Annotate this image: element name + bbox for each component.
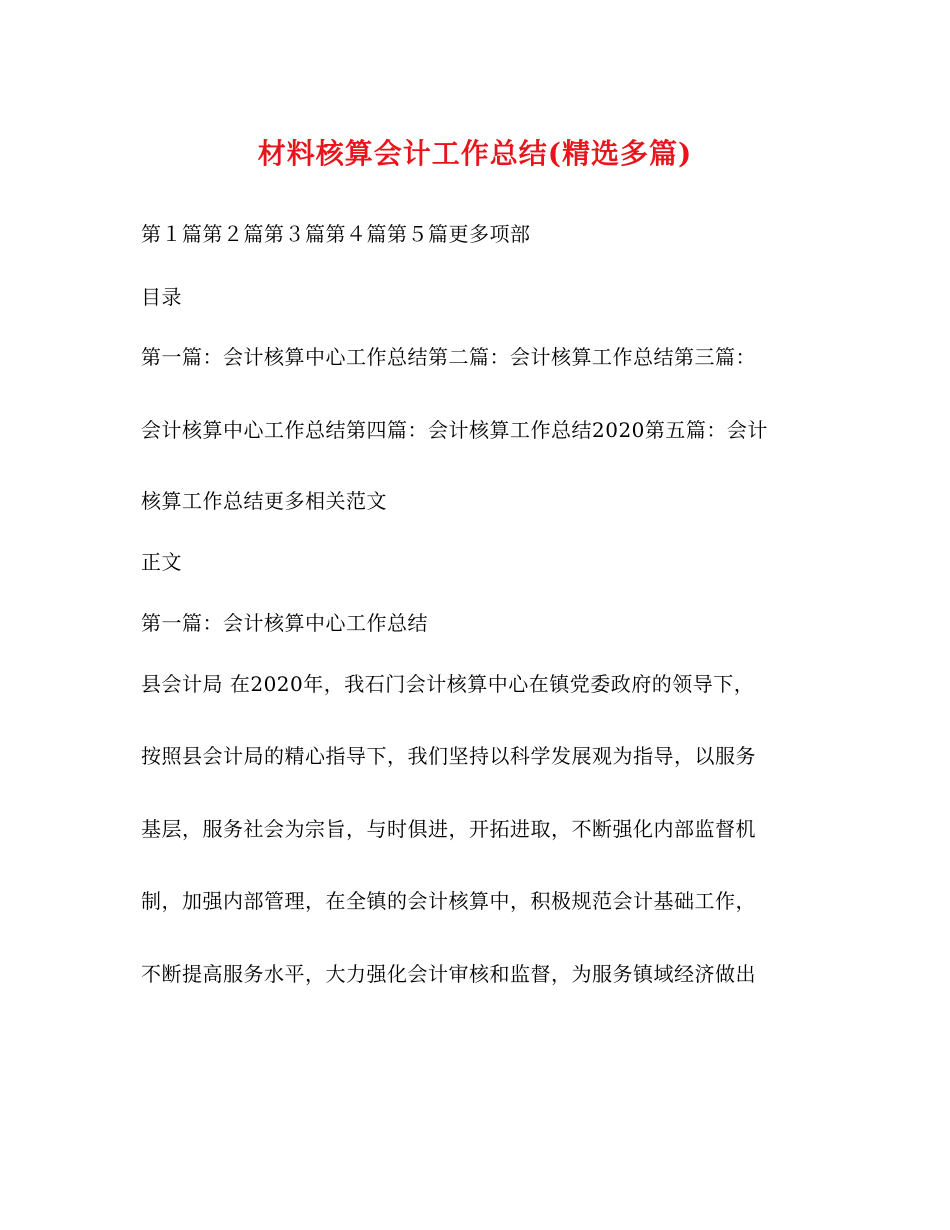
toc-line-3: 核算工作总结更多相关范文 [141, 489, 387, 513]
section-title: 第一篇：会计核算中心工作总结 [141, 611, 428, 635]
document-title: 材料核算会计工作总结(精选多篇) [257, 137, 693, 170]
paragraph-line-3: 基层，服务社会为宗旨，与时俱进，开拓进取，不断强化内部监督机 [141, 817, 756, 841]
paragraph-line-1: 县会计局 在2020年，我石门会计核算中心在镇党委政府的领导下， [141, 672, 755, 696]
article-nav: 第１篇第２篇第３篇第４篇第５篇更多项部 [141, 222, 531, 246]
paragraph-line-2: 按照县会计局的精心指导下，我们坚持以科学发展观为指导，以服务 [141, 744, 756, 768]
body-heading: 正文 [141, 550, 182, 574]
paragraph-line-4: 制，加强内部管理，在全镇的会计核算中，积极规范会计基础工作， [141, 889, 756, 913]
toc-line-1: 第一篇：会计核算中心工作总结第二篇：会计核算工作总结第三篇： [141, 345, 756, 369]
toc-line-2: 会计核算中心工作总结第四篇：会计核算工作总结2020第五篇：会计 [141, 418, 768, 442]
paragraph-line-5: 不断提高服务水平，大力强化会计审核和监督，为服务镇域经济做出 [141, 962, 756, 986]
toc-heading: 目录 [141, 285, 182, 309]
